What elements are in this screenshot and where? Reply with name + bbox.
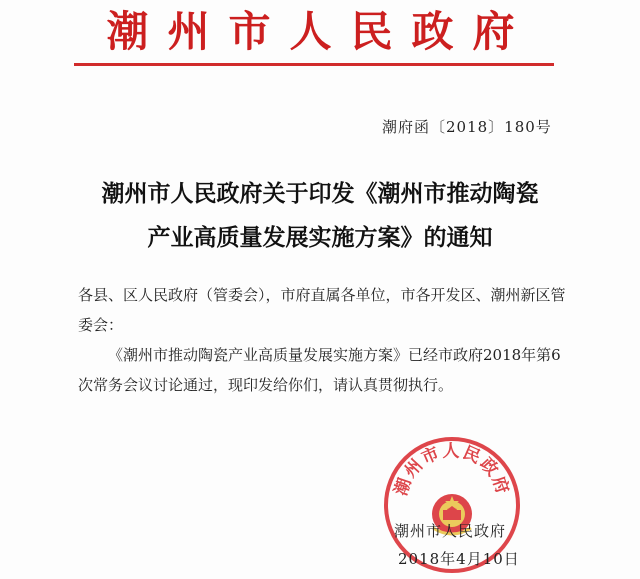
red-divider-rule xyxy=(74,63,554,66)
title-line-2: 产业高质量发展实施方案》的通知 xyxy=(147,224,493,251)
title-line-1: 潮州市人民政府关于印发《潮州市推动陶瓷 xyxy=(101,180,539,207)
body-paragraph: 《潮州市推动陶瓷产业高质量发展实施方案》已经市政府2018年第6次常务会议讨论通过，现印发给你们，请认真贯彻执行。 xyxy=(78,346,561,394)
document-title xyxy=(70,172,570,260)
svg-text:潮州市人民政府 xyxy=(391,441,514,498)
document-body xyxy=(78,280,568,400)
issue-date: 2018年4月10日 xyxy=(398,550,520,568)
seal-text: 潮州市人民政府 xyxy=(391,441,513,499)
signature-line: 潮州市人民政府 xyxy=(394,522,507,540)
addressee: 各县、区人民政府（管委会），市府直属各单位，市各开发区、潮州新区管委会： xyxy=(78,286,566,334)
document-number: 潮府函〔2018〕180号 xyxy=(382,118,552,136)
issuer-header: 潮州市人民政府 xyxy=(106,7,534,56)
